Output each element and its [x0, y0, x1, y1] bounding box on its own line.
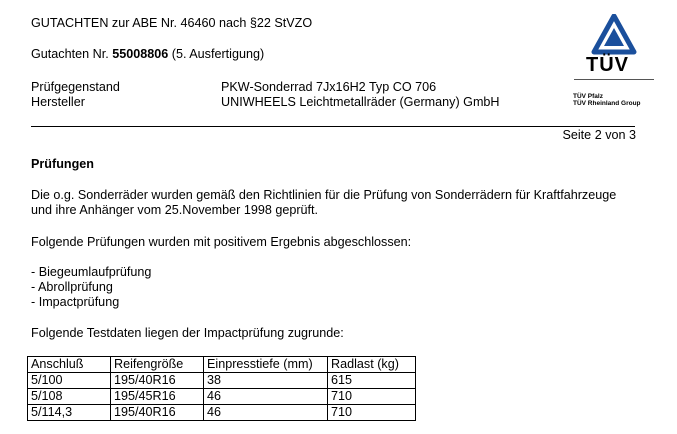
list-item: - Biegeumlaufprüfung: [31, 265, 152, 279]
table-cell: 38: [204, 373, 328, 389]
table-cell: 46: [204, 389, 328, 405]
table-row: [28, 389, 416, 405]
testdata-paragraph: Folgende Testdaten liegen der Impactprüfung zugrunde:: [31, 326, 344, 340]
column-header: Einpresstiefe (mm): [204, 357, 328, 373]
pruefgegenstand-value: PKW-Sonderrad 7Jx16H2 Typ CO 706: [221, 80, 437, 94]
tuev-logo-subtitle-2: TÜV Rheinland Group: [573, 100, 641, 107]
table-row: [28, 405, 416, 421]
tests-paragraph: Folgende Prüfungen wurden mit positivem Ergebnis abgeschlossen:: [31, 235, 412, 249]
table-cell: 5/108: [28, 389, 111, 405]
gutachten-number: 55008806: [112, 47, 169, 61]
gutachten-number-line: [31, 47, 264, 62]
column-header: Anschluß: [28, 357, 111, 373]
table-cell: 195/40R16: [111, 405, 204, 421]
gutachten-suffix: (5. Ausfertigung): [168, 47, 265, 61]
hersteller-label: Hersteller: [31, 95, 85, 109]
table-cell: 195/40R16: [111, 373, 204, 389]
document-title: GUTACHTEN zur ABE Nr. 46460 nach §22 StVZO: [31, 16, 313, 30]
tests-list: [31, 265, 151, 310]
table-cell: 5/114,3: [28, 405, 111, 421]
table-cell: 710: [328, 405, 416, 421]
table-header-row: [28, 357, 416, 373]
intro-paragraph: Die o.g. Sonderräder wurden gemäß den Richtlinien für die Prüfung von Sonderrädern für Kraftfahrzeuge und ihre Anhänger vom 25.November 1998 geprüft.: [31, 188, 617, 217]
pruefgegenstand-label: Prüfgegenstand: [31, 80, 120, 94]
tuev-logo-subtitle-1: TÜV Pfalz: [573, 93, 603, 100]
list-item: - Abrollprüfung: [31, 280, 113, 294]
testdata-table: [27, 356, 416, 421]
table-cell: 5/100: [28, 373, 111, 389]
table-cell: 195/45R16: [111, 389, 204, 405]
page-number: Seite 2 von 3: [562, 128, 636, 142]
hersteller-value: UNIWHEELS Leichtmetallräder (Germany) GmbH: [221, 95, 500, 109]
header-divider: [31, 126, 635, 127]
table-cell: 710: [328, 389, 416, 405]
section-title: Prüfungen: [31, 157, 94, 171]
table-cell: 615: [328, 373, 416, 389]
table-cell: 46: [204, 405, 328, 421]
table-row: [28, 373, 416, 389]
tuev-triangle-icon: [568, 14, 658, 56]
gutachten-prefix: Gutachten Nr.: [31, 47, 113, 61]
column-header: Reifengröße: [111, 357, 204, 373]
column-header: Radlast (kg): [328, 357, 416, 373]
list-item: - Impactprüfung: [31, 295, 120, 309]
tuev-logo-text: TÜV: [586, 54, 629, 76]
logo-divider: [574, 79, 654, 80]
